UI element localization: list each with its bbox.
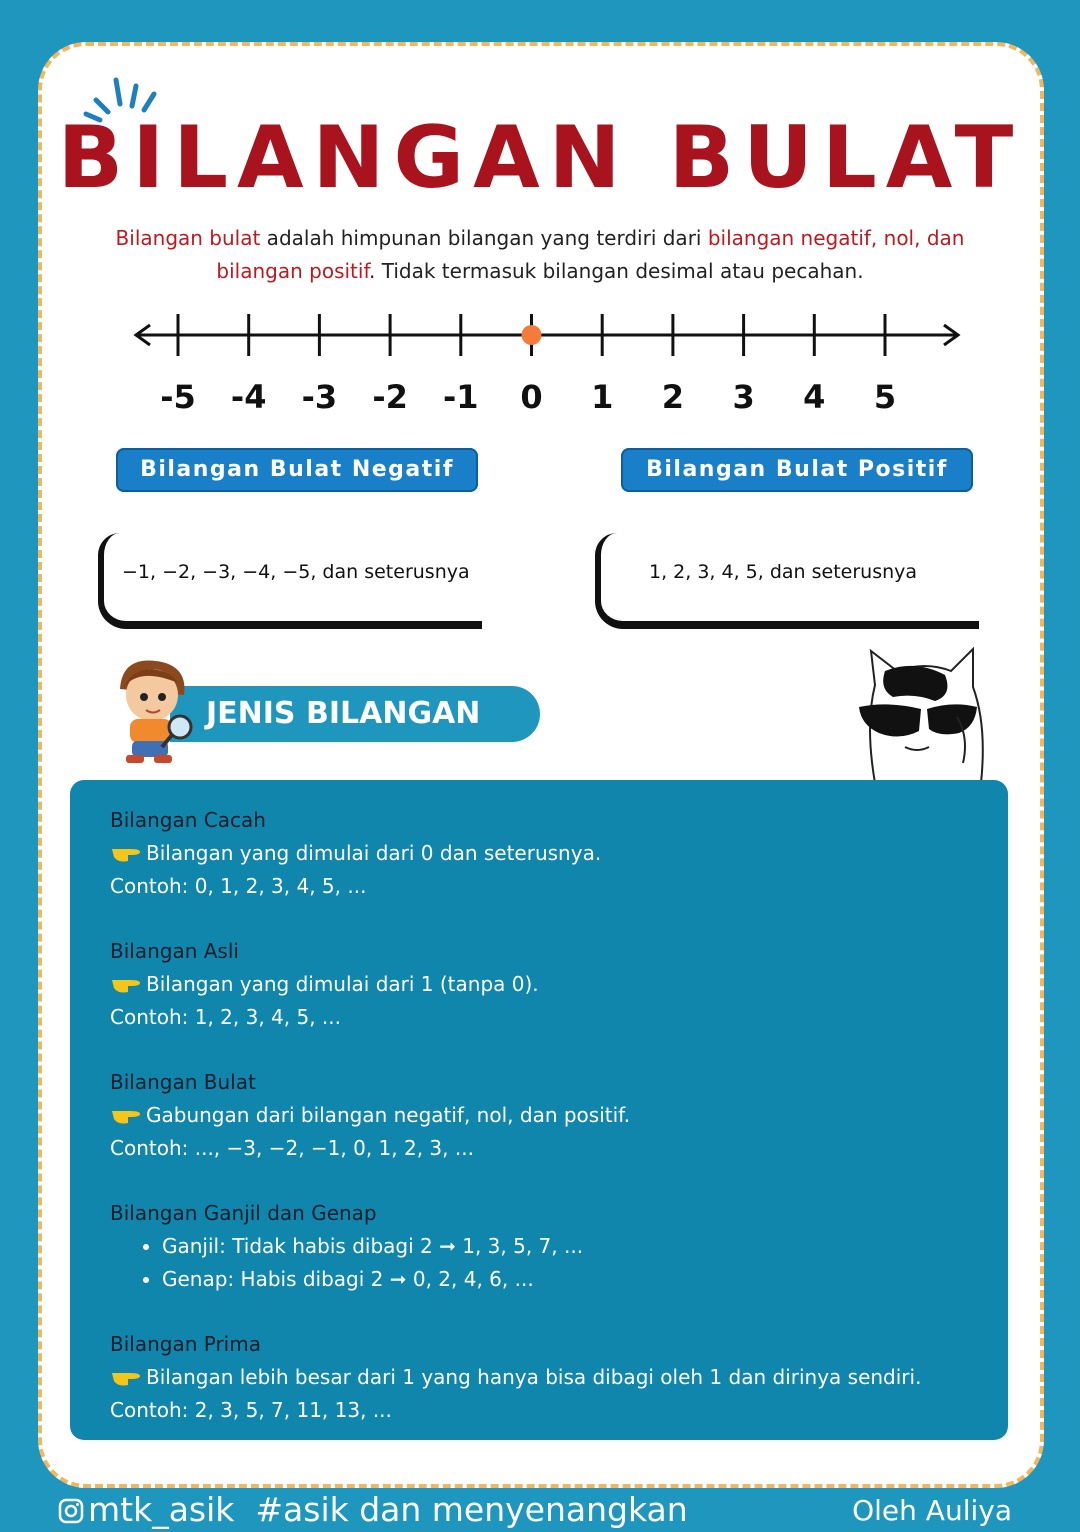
footer-social [58, 1490, 688, 1529]
number-types-panel [70, 780, 1008, 1440]
tick-label: 4 [803, 378, 826, 416]
footer-tagline: #asik dan menyenangkan [255, 1490, 688, 1529]
positive-values-box [595, 533, 979, 629]
pointing-hand-icon [110, 1365, 142, 1387]
tick-label: 1 [591, 378, 614, 416]
type-ganjil-genap [110, 1197, 583, 1296]
intro-highlight: bilangan negatif, nol, dan bilangan positif [216, 226, 965, 283]
type-desc: Gabungan dari bilangan negatif, nol, dan positif. [146, 1103, 631, 1127]
tick-label: -3 [301, 378, 338, 416]
pointing-hand-icon [110, 841, 142, 863]
type-prima [110, 1328, 921, 1427]
instagram-icon [58, 1498, 84, 1524]
section-title: JENIS BILANGAN [170, 686, 540, 742]
pointing-hand-icon [110, 1103, 142, 1125]
type-example: Contoh: 0, 1, 2, 3, 4, 5, ... [110, 874, 367, 898]
intro-text-1: adalah himpunan bilangan yang terdiri dari [260, 226, 708, 250]
tick-label: -1 [443, 378, 479, 416]
intro-term: Bilangan bulat [115, 226, 261, 250]
type-cacah [110, 804, 601, 903]
negative-values-box [98, 533, 482, 629]
list-item: • Ganjil: Tidak habis dibagi 2 ➞ 1, 3, 5, 7, ... [162, 1230, 583, 1263]
type-name: Bilangan Asli [110, 939, 239, 963]
tick-label: 2 [661, 378, 685, 416]
zero-marker [522, 325, 542, 345]
type-name: Bilangan Bulat [110, 1070, 256, 1094]
tick-label: -2 [372, 378, 408, 416]
type-example: Contoh: 1, 2, 3, 4, 5, ... [110, 1005, 341, 1029]
list-item: • Genap: Habis dibagi 2 ➞ 0, 2, 4, 6, ... [162, 1263, 583, 1296]
tick-label: 0 [520, 378, 543, 416]
type-name: Bilangan Cacah [110, 808, 266, 832]
footer-author: Oleh Auliya [852, 1494, 1012, 1527]
type-example: Contoh: 2, 3, 5, 7, 11, 13, ... [110, 1398, 392, 1422]
intro-text [80, 222, 1000, 288]
positive-values: 1, 2, 3, 4, 5, dan seterusnya [649, 561, 918, 583]
boy-magnifier-illustration [100, 655, 200, 770]
pointing-hand-icon [110, 972, 142, 994]
type-desc: Bilangan yang dimulai dari 1 (tanpa 0). [146, 972, 539, 996]
positive-integers-badge: Bilangan Bulat Positif [621, 448, 973, 492]
tick-label: 3 [732, 378, 755, 416]
negative-integers-badge: Bilangan Bulat Negatif [116, 448, 478, 492]
type-name: Bilangan Prima [110, 1332, 261, 1356]
tick-label: -4 [230, 378, 267, 416]
footer-handle[interactable]: mtk_asik [88, 1490, 235, 1529]
type-desc: Bilangan lebih besar dari 1 yang hanya bisa dibagi oleh 1 dan dirinya sendiri. [146, 1365, 922, 1389]
page-title: BILANGAN BULAT [57, 108, 1023, 208]
type-desc: Bilangan yang dimulai dari 0 dan seterusnya. [146, 841, 602, 865]
type-bulat [110, 1066, 630, 1165]
bullet-list [110, 1230, 583, 1296]
number-line [128, 300, 968, 430]
negative-values: −1, −2, −3, −4, −5, dan seterusnya [122, 561, 470, 583]
cool-cat-illustration [845, 645, 1005, 783]
type-example: Contoh: ..., −3, −2, −1, 0, 1, 2, 3, ... [110, 1136, 474, 1160]
type-asli [110, 935, 539, 1034]
type-name: Bilangan Ganjil dan Genap [110, 1201, 377, 1225]
intro-text-2: . Tidak termasuk bilangan desimal atau pecahan. [369, 259, 864, 283]
tick-label: -5 [160, 378, 196, 416]
tick-label: 5 [873, 378, 897, 416]
